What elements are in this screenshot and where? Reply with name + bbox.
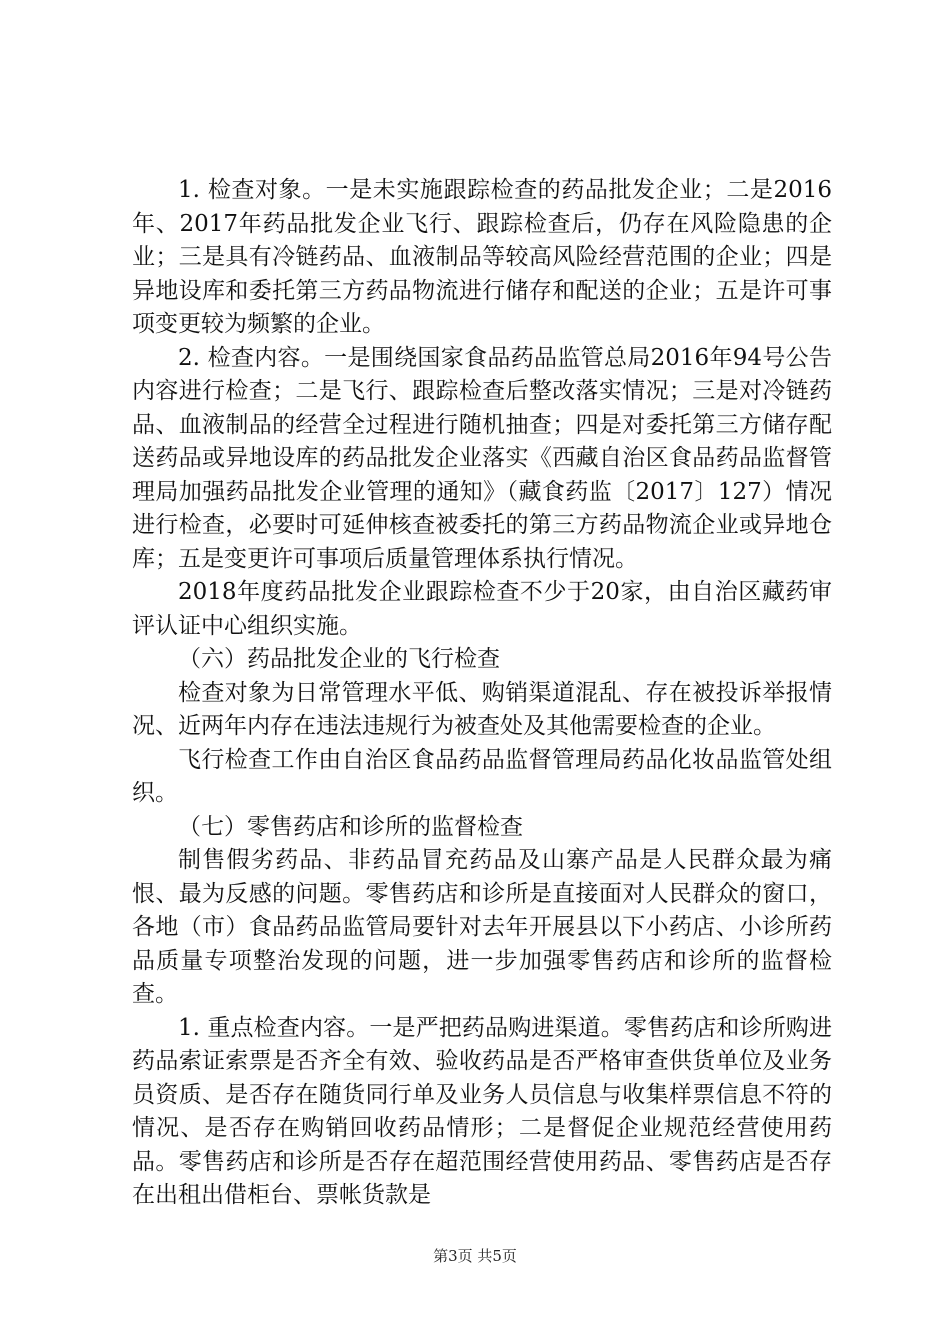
paragraph-inspection-targets: 1. 检查对象。一是未实施跟踪检查的药品批发企业；二是2016年、2017年药品批发企业飞行、跟踪检查后，仍存在风险隐患的企业；三是具有冷链药品、血液制品等较高风险经营范围的企业；四是异地设库和委托第三方药品物流进行储存和配送的企业；五是许可事项变更较为频繁的企业。	[132, 177, 832, 337]
document-body	[132, 174, 832, 1213]
paragraph-flight-targets: 检查对象为日常管理水平低、购销渠道混乱、存在被投诉举报情况、近两年内存在违法违规行为被查处及其他需要检查的企业。	[132, 679, 832, 739]
section-heading-retail-clinics: （七）零售药店和诊所的监督检查	[178, 813, 523, 840]
paragraph-annual-tracking: 2018年度药品批发企业跟踪检查不少于20家，由自治区藏药审评认证中心组织实施。	[132, 579, 832, 639]
page-number: 第3页 共5页	[433, 1247, 517, 1265]
paragraph-retail-intro: 制售假劣药品、非药品冒充药品及山寨产品是人民群众最为痛恨、最为反感的问题。零售药店和诊所是直接面对人民群众的窗口，各地（市）食品药品监管局要针对去年开展县以下小药店、小诊所药品质量专项整治发现的问题，进一步加强零售药店和诊所的监督检查。	[132, 847, 832, 1007]
paragraph-key-inspection-content: 1. 重点检查内容。一是严把药品购进渠道。零售药店和诊所购进药品索证索票是否齐全有效、验收药品是否严格审查供货单位及业务员资质、是否存在随货同行单及业务人员信息与收集样票信息不符的情况、是否存在购销回收药品情形；二是督促企业规范经营使用药品。零售药店和诊所是否存在超范围经营使用药品、零售药店是否存在出租出借柜台、票帐货款是	[132, 1014, 832, 1208]
section-heading-flight-inspection: （六）药品批发企业的飞行检查	[178, 646, 500, 672]
paragraph-flight-organizer: 飞行检查工作由自治区食品药品监督管理局药品化妆品监管处组织。	[132, 746, 832, 806]
paragraph-inspection-content: 2. 检查内容。一是围绕国家食品药品监管总局2016年94号公告内容进行检查；二是飞行、跟踪检查后整改落实情况；三是对冷链药品、血液制品的经营全过程进行随机抽查；四是对委托第三方储存配送药品或异地设库的药品批发企业落实《西藏自治区食品药品监督管理局加强药品批发企业管理的通知》（藏食药监〔2017〕127）情况进行检查，必要时可延伸核查被委托的第三方药品物流企业或异地仓库；五是变更许可事项后质量管理体系执行情况。	[132, 344, 832, 572]
page-footer	[0, 1245, 950, 1266]
